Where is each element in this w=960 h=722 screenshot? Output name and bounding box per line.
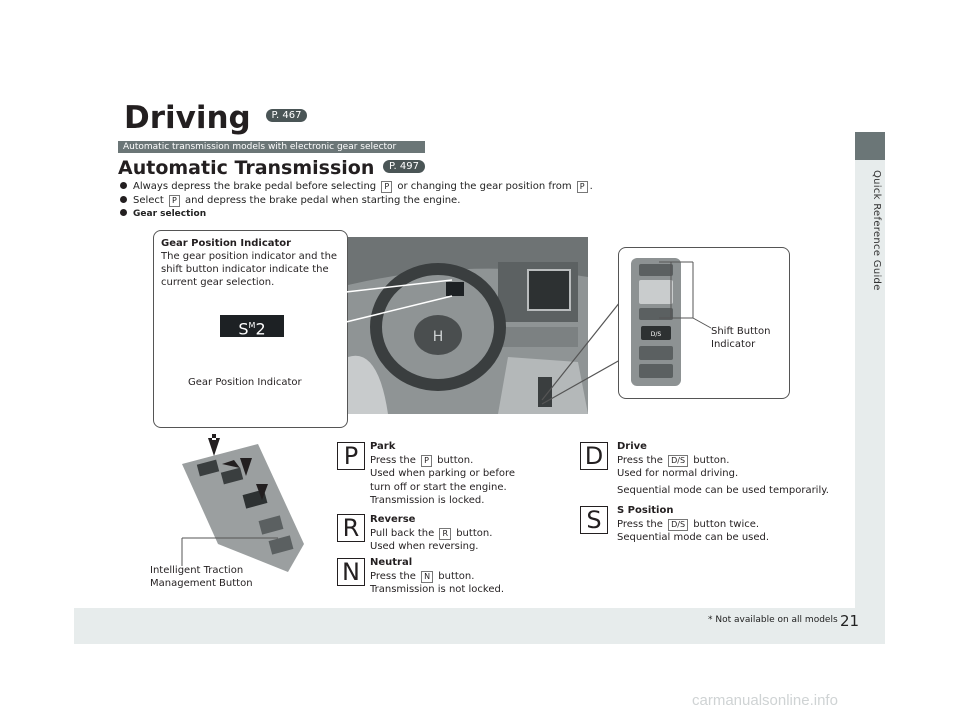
gear-selector-illustration: [178, 434, 308, 574]
key-p: P: [169, 195, 180, 207]
page-title: [124, 100, 307, 136]
callout-lines: [340, 270, 470, 330]
key-n: N: [421, 571, 433, 583]
model-bar: Automatic transmission models with electronic gear selector: [118, 141, 425, 153]
shift-callout-lines: [540, 300, 622, 410]
bullet-dot: [120, 182, 127, 189]
shift-button-callout: [618, 247, 790, 399]
gear-position-label: Gear Position Indicator: [188, 377, 302, 388]
key-p: P: [381, 181, 392, 193]
s-position-letter: S: [580, 506, 608, 534]
title-text: Driving: [124, 100, 251, 136]
svg-text:H: H: [432, 329, 444, 345]
bottom-band: [74, 608, 885, 644]
footnote: * Not available on all models: [708, 615, 838, 625]
key-p: P: [421, 455, 432, 467]
intelligent-traction-label: Intelligent Traction Management Button: [150, 565, 253, 589]
drive-letter: D: [580, 442, 608, 470]
s-position-entry: S Position Press the D/S button twice. Sequential mode can be used.: [617, 505, 770, 543]
key-r: R: [439, 528, 451, 540]
key-p: P: [577, 181, 588, 193]
neutral-entry: Neutral Press the N button. Transmission is not locked.: [370, 557, 505, 595]
key-ds: D/S: [668, 455, 688, 467]
bullet-dot: [120, 196, 127, 203]
reverse-entry: Reverse Pull back the R button. Used when reversing.: [370, 514, 493, 552]
callout-header: Gear Position Indicator: [161, 238, 292, 249]
bullet-dot: [120, 209, 127, 216]
page-number: 21: [840, 612, 860, 630]
park-letter: P: [337, 442, 365, 470]
side-tab: [855, 132, 885, 160]
section-title: [118, 157, 425, 179]
subtitle-page-ref[interactable]: P. 497: [383, 160, 425, 173]
side-label: Quick Reference Guide: [871, 170, 882, 291]
key-ds: D/S: [668, 519, 688, 531]
park-entry: Park Press the P button. Used when parking or before turn off or start the engine. Transmission is locked.: [370, 441, 516, 506]
callout-body: The gear position indicator and the shift button indicator indicate the current gear selection.: [161, 251, 338, 288]
bullet-2: Select P and depress the brake pedal when starting the engine.: [120, 195, 460, 207]
shift-button-indicator-label: Shift Button Indicator: [711, 326, 771, 350]
gear-position-display: $S^M2$: [220, 315, 284, 337]
subtitle-text: Automatic Transmission: [118, 157, 375, 179]
drive-entry: Drive Press the D/S button. Used for normal driving. Sequential mode can be used temporarily.: [617, 441, 829, 496]
neutral-letter: N: [337, 558, 365, 586]
reverse-letter: R: [337, 514, 365, 542]
svg-text:D/S: D/S: [650, 331, 662, 338]
title-page-ref[interactable]: P. 467: [266, 109, 308, 122]
watermark: carmanualsonline.info: [692, 692, 838, 709]
bullet-3: Gear selection: [120, 209, 206, 219]
bullet-1: Always depress the brake pedal before selecting P or changing the gear position from P .: [120, 181, 593, 193]
